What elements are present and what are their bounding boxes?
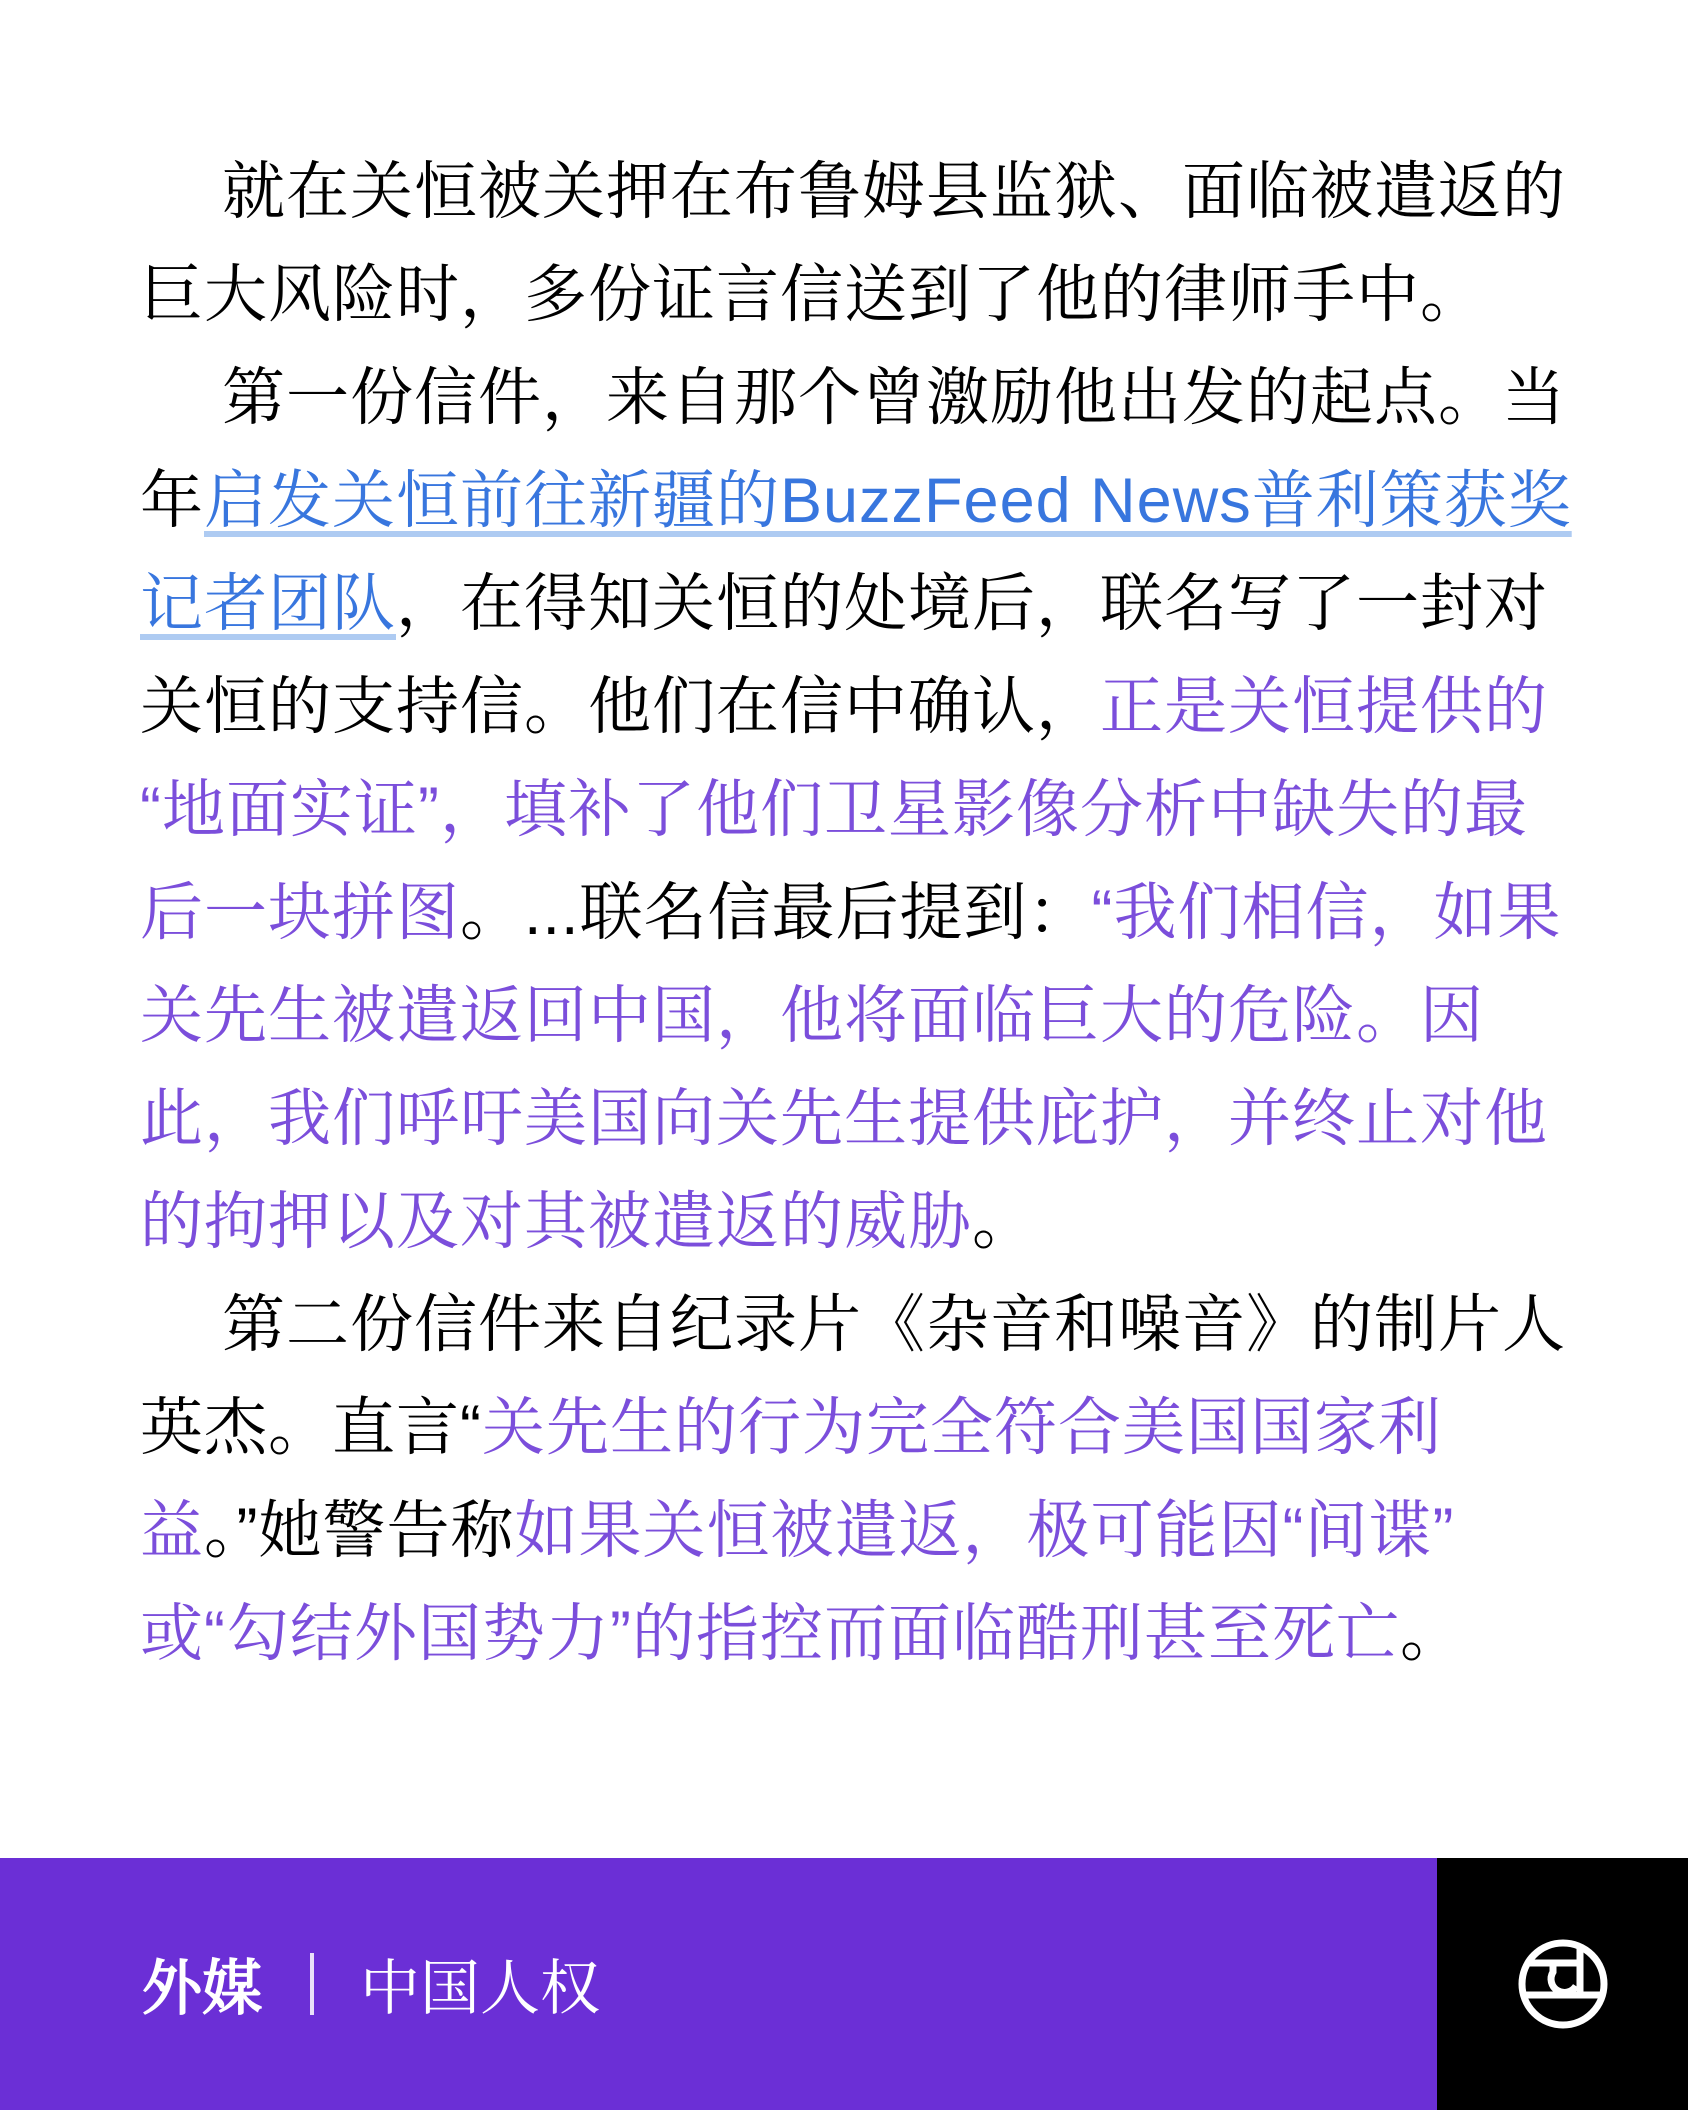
text-run: 。”她警告称 [204, 1496, 515, 1566]
footer-tag-label: 外媒 [142, 1955, 262, 2022]
text-run: 年 [140, 466, 204, 536]
text-run: “地面实证”，填补了他们卫星影像分析中缺失的最 [140, 775, 1528, 845]
footer-bar [0, 1858, 1437, 2110]
text-line [140, 1171, 1640, 1274]
text-run: 就在关恒被关押在布鲁姆县监狱、面临被遣返的 [222, 157, 1566, 227]
text-run: 或“勾结外国势力”的指控而面临酷刑甚至死亡 [140, 1599, 1400, 1669]
text-line [140, 862, 1640, 965]
text-run: ，在得知关恒的处境后，联名写了一封对 [396, 569, 1548, 639]
text-run: 。 [972, 1187, 1036, 1257]
article-text [140, 141, 1640, 1686]
text-line [140, 347, 1640, 450]
whynot-circle-logo-icon [1513, 1934, 1613, 2034]
text-run: 正是关恒提供的 [1100, 672, 1548, 742]
text-run: 关先生被遣返回中国，他将面临巨大的危险。因 [140, 981, 1484, 1051]
text-run: 关先生的行为完全符合美国国家利 [481, 1393, 1442, 1463]
text-run: “我们相信，如果 [1091, 878, 1562, 948]
inline-link[interactable]: 启发关恒前往新疆的BuzzFeed News普利策获奖 [204, 466, 1572, 536]
text-line [140, 141, 1640, 244]
text-line [140, 656, 1640, 759]
footer-category-label: 中国人权 [360, 1955, 600, 2022]
inline-link[interactable]: 记者团队 [140, 569, 396, 639]
text-line [140, 1583, 1640, 1686]
text-run: 巨大风险时，多份证言信送到了他的律师手中。 [140, 260, 1484, 330]
text-run: 的拘押以及对其被遣返的威胁 [140, 1187, 972, 1257]
text-run: 如果关恒被遣返，极可能因“间谍” [514, 1496, 1455, 1566]
text-line [140, 1068, 1640, 1171]
text-run: 。 [1399, 1599, 1464, 1669]
text-line [140, 965, 1640, 1068]
text-line [140, 1377, 1640, 1480]
text-run: 益 [140, 1496, 204, 1566]
text-line [140, 1274, 1640, 1377]
text-line [140, 759, 1640, 862]
text-run: 第二份信件来自纪录片《杂音和噪音》的制片人 [222, 1290, 1566, 1360]
text-line [140, 1480, 1640, 1583]
text-line [140, 450, 1640, 553]
text-run: 英杰。直言“ [140, 1393, 482, 1463]
text-run: 后一块拼图 [140, 878, 460, 948]
text-run: 此，我们呼吁美国向关先生提供庇护，并终止对他 [140, 1084, 1548, 1154]
text-line [140, 553, 1640, 656]
brand-logo-square [1437, 1858, 1688, 2110]
footer-divider [310, 1953, 314, 2015]
text-run: 。...联名信最后提到： [460, 878, 1092, 948]
text-line [140, 244, 1640, 347]
text-run: 第一份信件，来自那个曾激励他出发的起点。当 [222, 363, 1566, 433]
text-run: 关恒的支持信。他们在信中确认， [140, 672, 1100, 742]
